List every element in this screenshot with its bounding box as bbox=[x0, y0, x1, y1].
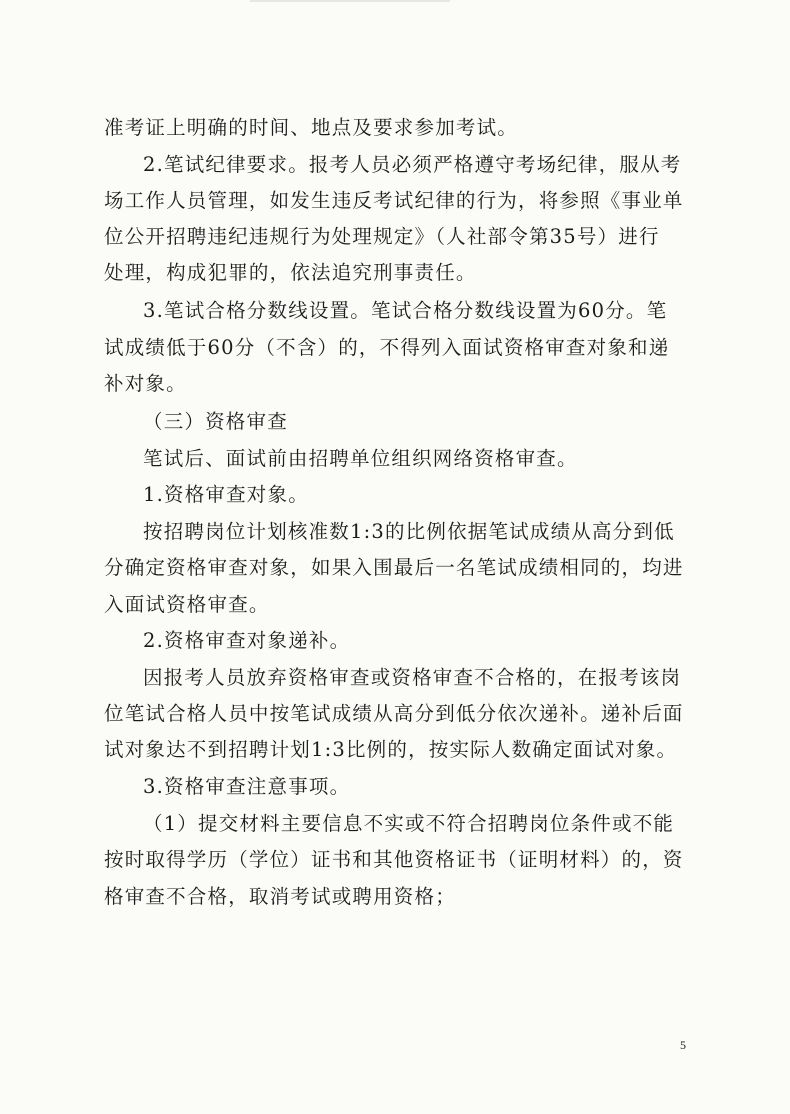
body-line: 因报考人员放弃资格审查或资格审查不合格的，在报考该岗 bbox=[143, 666, 682, 689]
body-line: 补对象。 bbox=[104, 372, 187, 395]
page-number: 5 bbox=[680, 1038, 686, 1052]
subsection-heading: 2.资格审查对象递补。 bbox=[143, 629, 351, 652]
body-line: 按招聘岗位计划核准数1:3的比例依据笔试成绩从高分到低 bbox=[143, 520, 675, 543]
body-line: 2.笔试纪律要求。报考人员必须严格遵守考场纪律，服从考 bbox=[143, 153, 682, 176]
body-line: 试成绩低于60分（不含）的，不得列入面试资格审查对象和递 bbox=[104, 336, 670, 359]
body-line: 场工作人员管理，如发生违反考试纪律的行为，将参照《事业单 bbox=[104, 189, 684, 212]
subsection-heading: 1.资格审查对象。 bbox=[143, 483, 309, 506]
body-line: 分确定资格审查对象，如果入围最后一名笔试成绩相同的，均进 bbox=[104, 556, 684, 579]
body-line: 试对象达不到招聘计划1:3比例的，按实际人数确定面试对象。 bbox=[104, 738, 678, 761]
body-line: 位笔试合格人员中按笔试成绩从高分到低分依次递补。递补后面 bbox=[104, 702, 684, 725]
body-line: 处理，构成犯罪的，依法追究刑事责任。 bbox=[104, 261, 477, 284]
body-line: 入面试资格审查。 bbox=[104, 593, 270, 616]
section-heading: （三）资格审查 bbox=[143, 410, 288, 433]
body-line: 位公开招聘违纪违规行为处理规定》（人社部令第35号）进行 bbox=[104, 225, 660, 248]
scan-edge-mark bbox=[250, 0, 450, 2]
body-line: 按时取得学历（学位）证书和其他资格证书（证明材料）的，资 bbox=[104, 848, 684, 871]
subsection-heading: 3.资格审查注意事项。 bbox=[143, 775, 351, 798]
body-line: 3.笔试合格分数线设置。笔试合格分数线设置为60分。笔 bbox=[143, 299, 668, 322]
body-line: 格审查不合格，取消考试或聘用资格； bbox=[104, 885, 456, 908]
body-line: 笔试后、面试前由招聘单位组织网络资格审查。 bbox=[143, 447, 578, 470]
body-line: 准考证上明确的时间、地点及要求参加考试。 bbox=[104, 116, 519, 139]
body-line: （1）提交材料主要信息不实或不符合招聘岗位条件或不能 bbox=[143, 812, 675, 835]
